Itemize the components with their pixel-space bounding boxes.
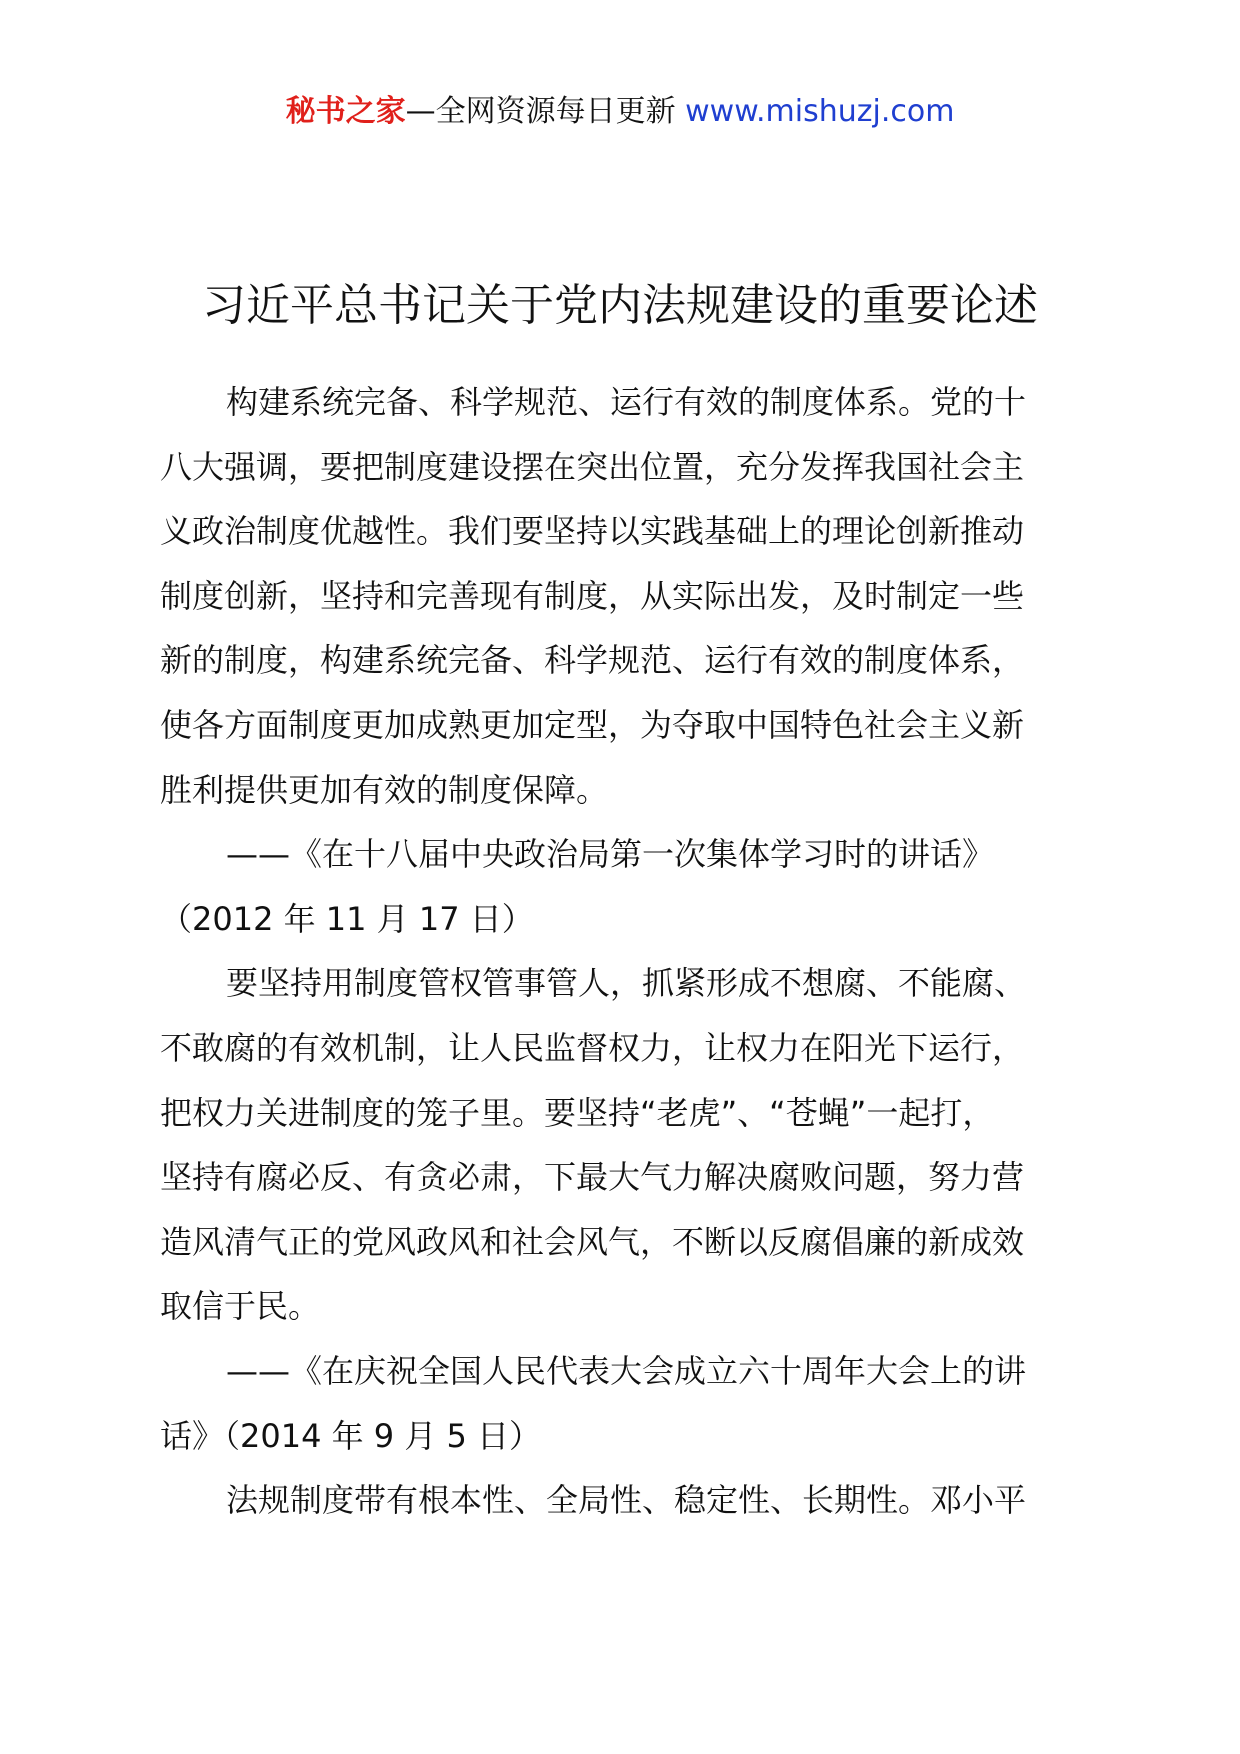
text-line: 义政治制度优越性。我们要坚持以实践基础上的理论创新推动	[160, 512, 1025, 551]
text-line: 新的制度，构建系统完备、科学规范、运行有效的制度体系，	[160, 641, 1025, 680]
citation-date: 话》（2014 年 9 月 5 日）	[160, 1416, 542, 1455]
site-url[interactable]: www.mishuzj.com	[685, 94, 955, 129]
text-line: 八大强调，要把制度建设摆在突出位置，充分发挥我国社会主	[160, 447, 1025, 486]
document-title: 习近平总书记关于党内法规建设的重要论述	[202, 280, 1038, 331]
text-line: 把权力关进制度的笼子里。要坚持“老虎”、“苍蝇”一起打，	[160, 1093, 995, 1132]
text-line: 法规制度带有根本性、全局性、稳定性、长期性。邓小平	[226, 1481, 1027, 1520]
text-line: 造风清气正的党风政风和社会风气，不断以反腐倡廉的新成效	[160, 1222, 1025, 1261]
text-line: 要坚持用制度管权管事管人，抓紧形成不想腐、不能腐、	[226, 964, 1027, 1003]
brand-name: 秘书之家	[285, 94, 406, 129]
text-line: 构建系统完备、科学规范、运行有效的制度体系。党的十	[226, 383, 1027, 421]
site-header	[0, 92, 1240, 132]
text-line: 不敢腐的有效机制，让人民监督权力，让权力在阳光下运行，	[160, 1028, 1025, 1067]
header-tagline: —全网资源每日更新	[405, 94, 676, 129]
text-line: 胜利提供更加有效的制度保障。	[160, 770, 609, 809]
citation-date: （2012 年 11 月 17 日）	[160, 899, 534, 938]
citation-line: ——《在十八届中央政治局第一次集体学习时的讲话》	[226, 835, 995, 874]
text-line: 制度创新，坚持和完善现有制度，从实际出发，及时制定一些	[160, 576, 1025, 615]
document-body	[160, 370, 1120, 1533]
text-line: 使各方面制度更加成熟更加定型，为夺取中国特色社会主义新	[160, 705, 1025, 744]
citation-line: ——《在庆祝全国人民代表大会成立六十周年大会上的讲	[226, 1351, 1027, 1390]
text-line: 坚持有腐必反、有贪必肃，下最大气力解决腐败问题，努力营	[160, 1158, 1025, 1197]
text-line: 取信于民。	[160, 1287, 321, 1326]
